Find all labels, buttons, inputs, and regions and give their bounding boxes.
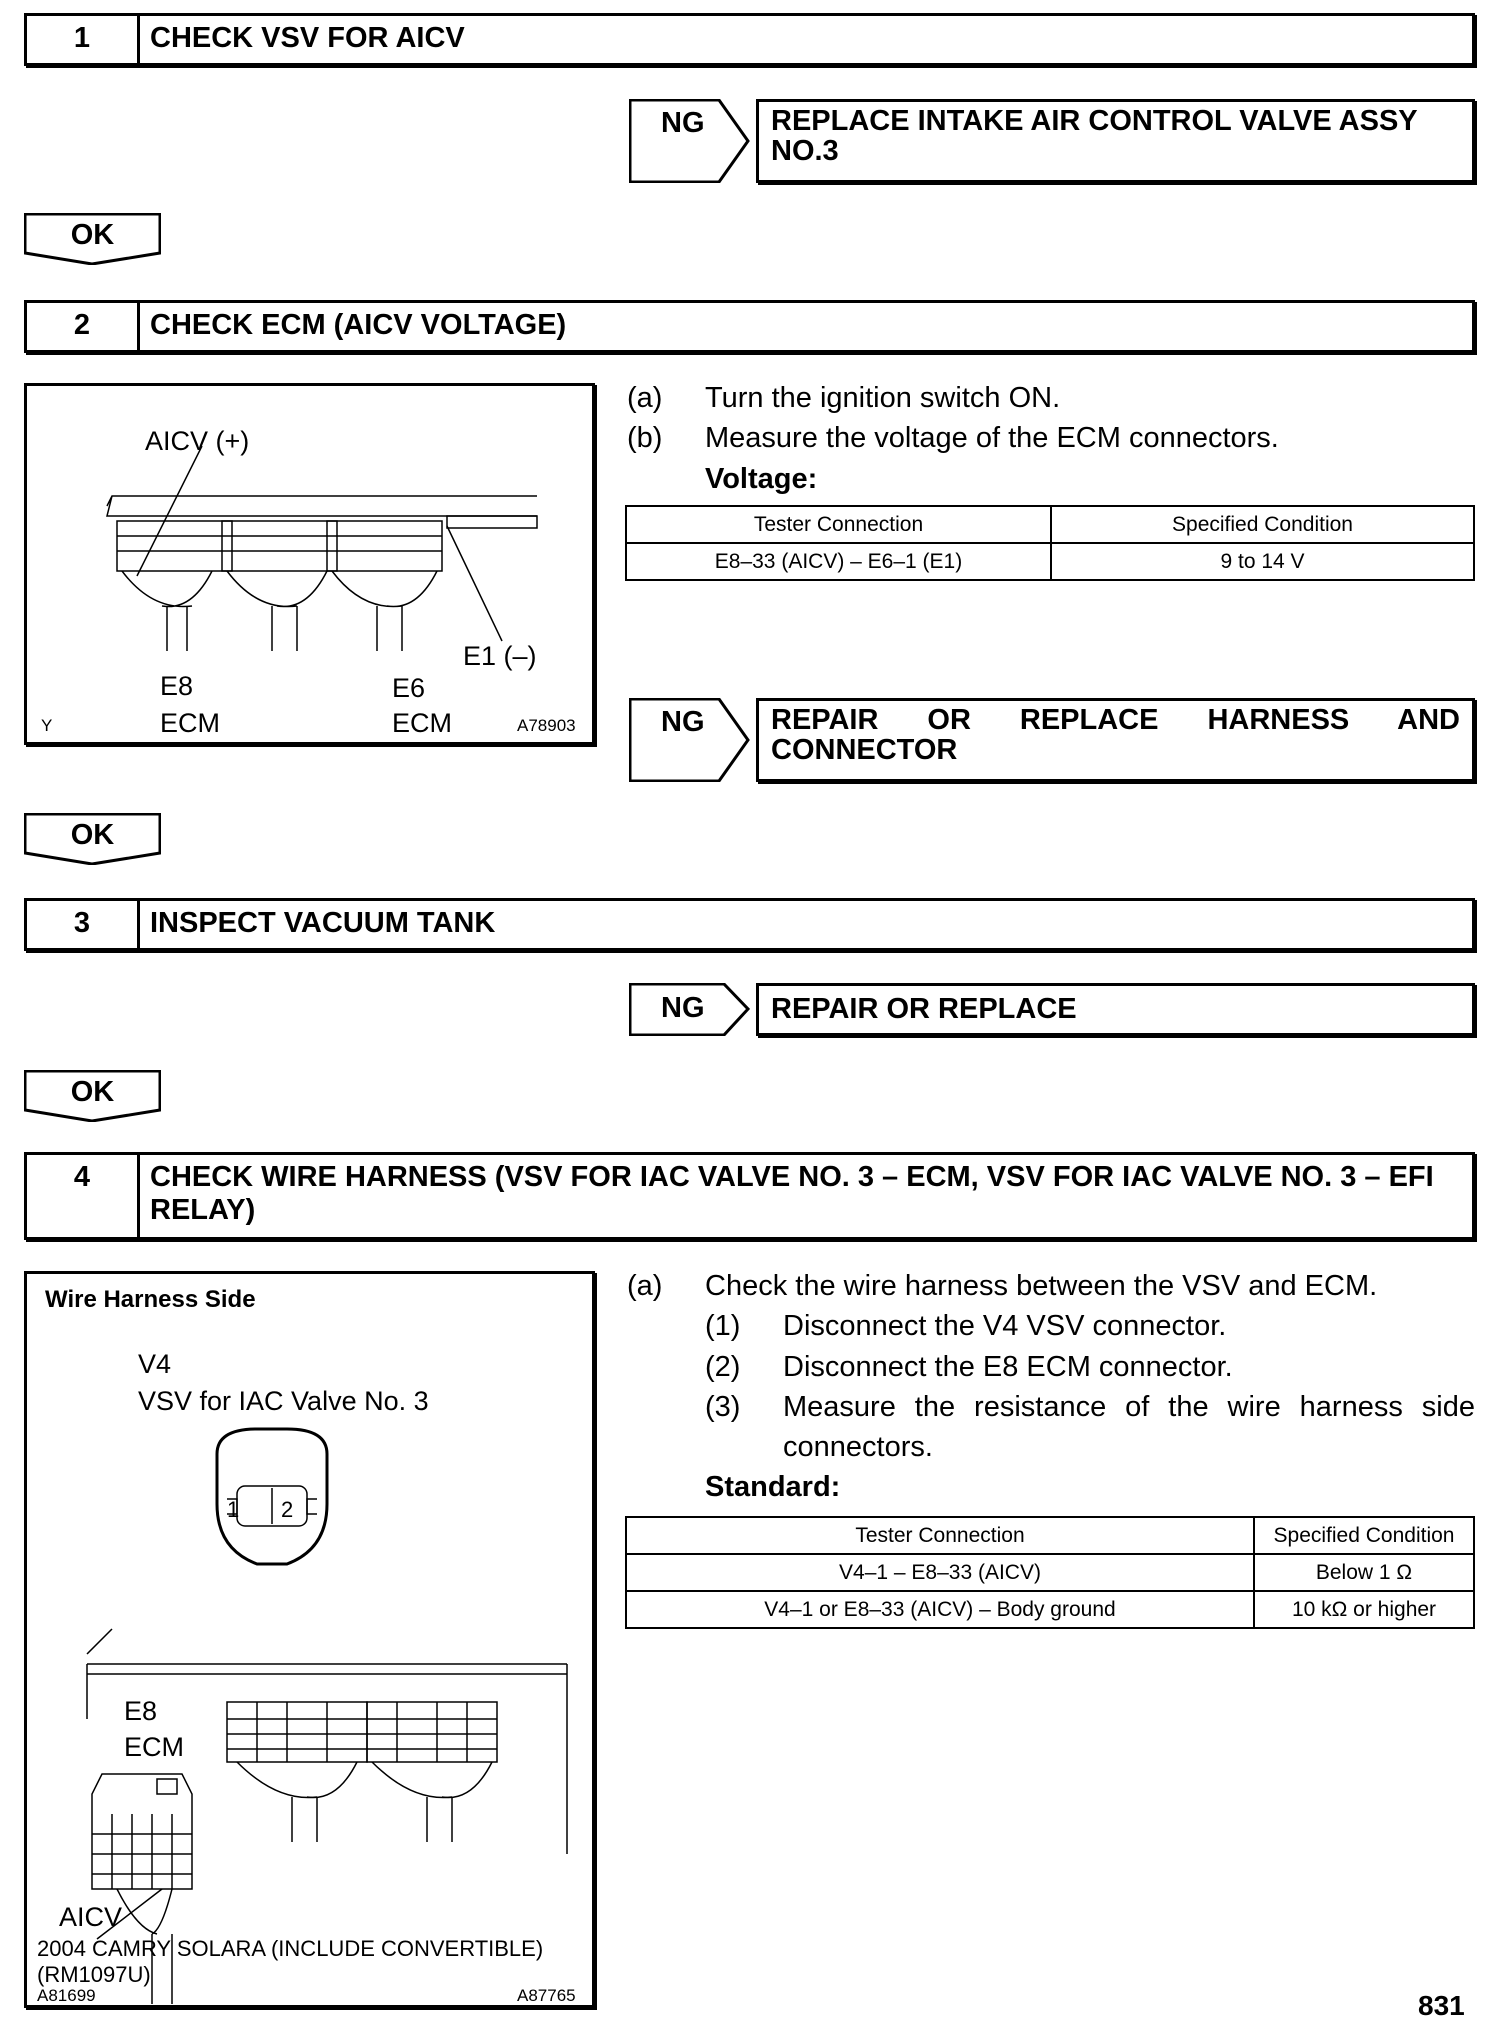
footer-manual: (RM1097U) [37, 1962, 151, 1987]
ng-label: NG [661, 992, 705, 1024]
e8-label: E8 [160, 671, 194, 701]
instruction-text: Measure the voltage of the ECM connectors. [705, 422, 1279, 454]
vsv-label: VSV for IAC Valve No. 3 [138, 1386, 429, 1416]
table-header: Specified Condition [1254, 1517, 1474, 1554]
connector-diagram [27, 1274, 592, 2004]
table-cell: 9 to 14 V [1051, 543, 1474, 580]
wire-harness-figure [24, 1271, 595, 2008]
figure-heading: Wire Harness Side [45, 1286, 256, 1313]
ecm-connector-figure [24, 383, 595, 745]
instruction-label: (a) [627, 1270, 663, 1302]
ng-label: NG [661, 107, 705, 139]
instruction-text: Turn the ignition switch ON. [705, 382, 1061, 414]
table-cell: Below 1 Ω [1254, 1554, 1474, 1591]
ok-label: OK [70, 819, 115, 851]
table-header-row [626, 506, 1474, 543]
ecm-label: ECM [160, 708, 220, 738]
instruction-text: Disconnect the E8 ECM connector. [783, 1351, 1233, 1383]
step-2-header [24, 300, 1475, 353]
table-cell: V4–1 – E8–33 (AICV) [626, 1554, 1254, 1591]
table-title: Standard: [705, 1471, 841, 1503]
step-number: 2 [27, 303, 140, 350]
table-header: Tester Connection [626, 506, 1051, 543]
step-1-header [24, 13, 1475, 66]
ok-arrow [24, 1070, 161, 1122]
figure-code: A78903 [517, 716, 576, 735]
instruction-label: (b) [627, 422, 663, 454]
aicv-label: AICV [59, 1902, 123, 1932]
table-header-row [626, 1517, 1474, 1554]
instruction-label: (3) [705, 1391, 741, 1423]
e1-minus-label: E1 (–) [463, 641, 537, 671]
table-cell: E8–33 (AICV) – E6–1 (E1) [626, 543, 1051, 580]
step-title: INSPECT VACUUM TANK [150, 907, 496, 939]
table-title: Voltage: [705, 463, 818, 495]
step-title: CHECK VSV FOR AICV [150, 22, 465, 54]
step-4-header [24, 1152, 1475, 1240]
figure-code: A87765 [517, 1986, 576, 2005]
e8-label: E8 [124, 1696, 158, 1726]
ng-action: REPAIR OR REPLACE [756, 983, 1475, 1036]
page-number: 831 [1418, 1990, 1465, 2021]
figure-code: A81699 [37, 1986, 96, 2005]
instruction-label: (1) [705, 1310, 741, 1342]
ok-arrow [24, 213, 161, 265]
table-row [626, 1591, 1474, 1628]
step-3-header [24, 898, 1475, 951]
voltage-table [625, 505, 1475, 581]
step-number: 4 [27, 1155, 140, 1237]
instruction-text: Disconnect the V4 VSV connector. [783, 1310, 1227, 1342]
instruction-text: Check the wire harness between the VSV and ECM. [705, 1270, 1378, 1302]
ecm-label: ECM [392, 708, 452, 738]
table-row [626, 543, 1474, 580]
ok-label: OK [70, 1076, 115, 1108]
step-title: CHECK ECM (AICV VOLTAGE) [150, 309, 567, 341]
standard-table [625, 1516, 1475, 1629]
ng-label: NG [661, 706, 705, 738]
table-cell: V4–1 or E8–33 (AICV) – Body ground [626, 1591, 1254, 1628]
instruction-label: (a) [627, 382, 663, 414]
footer-vehicle: 2004 CAMRY SOLARA (INCLUDE CONVERTIBLE) [37, 1936, 544, 1961]
ng-arrow [629, 698, 750, 782]
step-number: 1 [27, 16, 140, 63]
table-header: Tester Connection [626, 1517, 1254, 1554]
v4-label: V4 [138, 1349, 172, 1379]
table-cell: 10 kΩ or higher [1254, 1591, 1474, 1628]
ok-label: OK [70, 219, 115, 251]
instruction-label: (2) [705, 1351, 741, 1383]
aicv-plus-label: AICV (+) [145, 426, 250, 456]
ecm-label: ECM [124, 1732, 184, 1762]
ng-arrow [629, 983, 750, 1036]
instruction-text: Measure the resistance of the wire harness side connectors. [783, 1391, 1475, 1463]
ng-arrow [629, 99, 750, 183]
ng-action: REPAIR OR REPLACE HARNESS AND CONNECTOR [756, 698, 1475, 782]
e6-label: E6 [392, 673, 426, 703]
table-header: Specified Condition [1051, 506, 1474, 543]
step-number: 3 [27, 901, 140, 948]
figure-corner-mark: Y [41, 716, 53, 735]
pin-1: 1 [227, 1497, 240, 1522]
step-title: CHECK WIRE HARNESS (VSV FOR IAC VALVE NO. 3 – ECM, VSV FOR IAC VALVE NO. 3 – EFI RELAY) [150, 1161, 1434, 1227]
ecm-connector-diagram [27, 386, 592, 742]
table-row [626, 1554, 1474, 1591]
ok-arrow [24, 813, 161, 865]
pin-2: 2 [281, 1497, 294, 1522]
ng-action: REPLACE INTAKE AIR CONTROL VALVE ASSY NO.3 [756, 99, 1475, 183]
